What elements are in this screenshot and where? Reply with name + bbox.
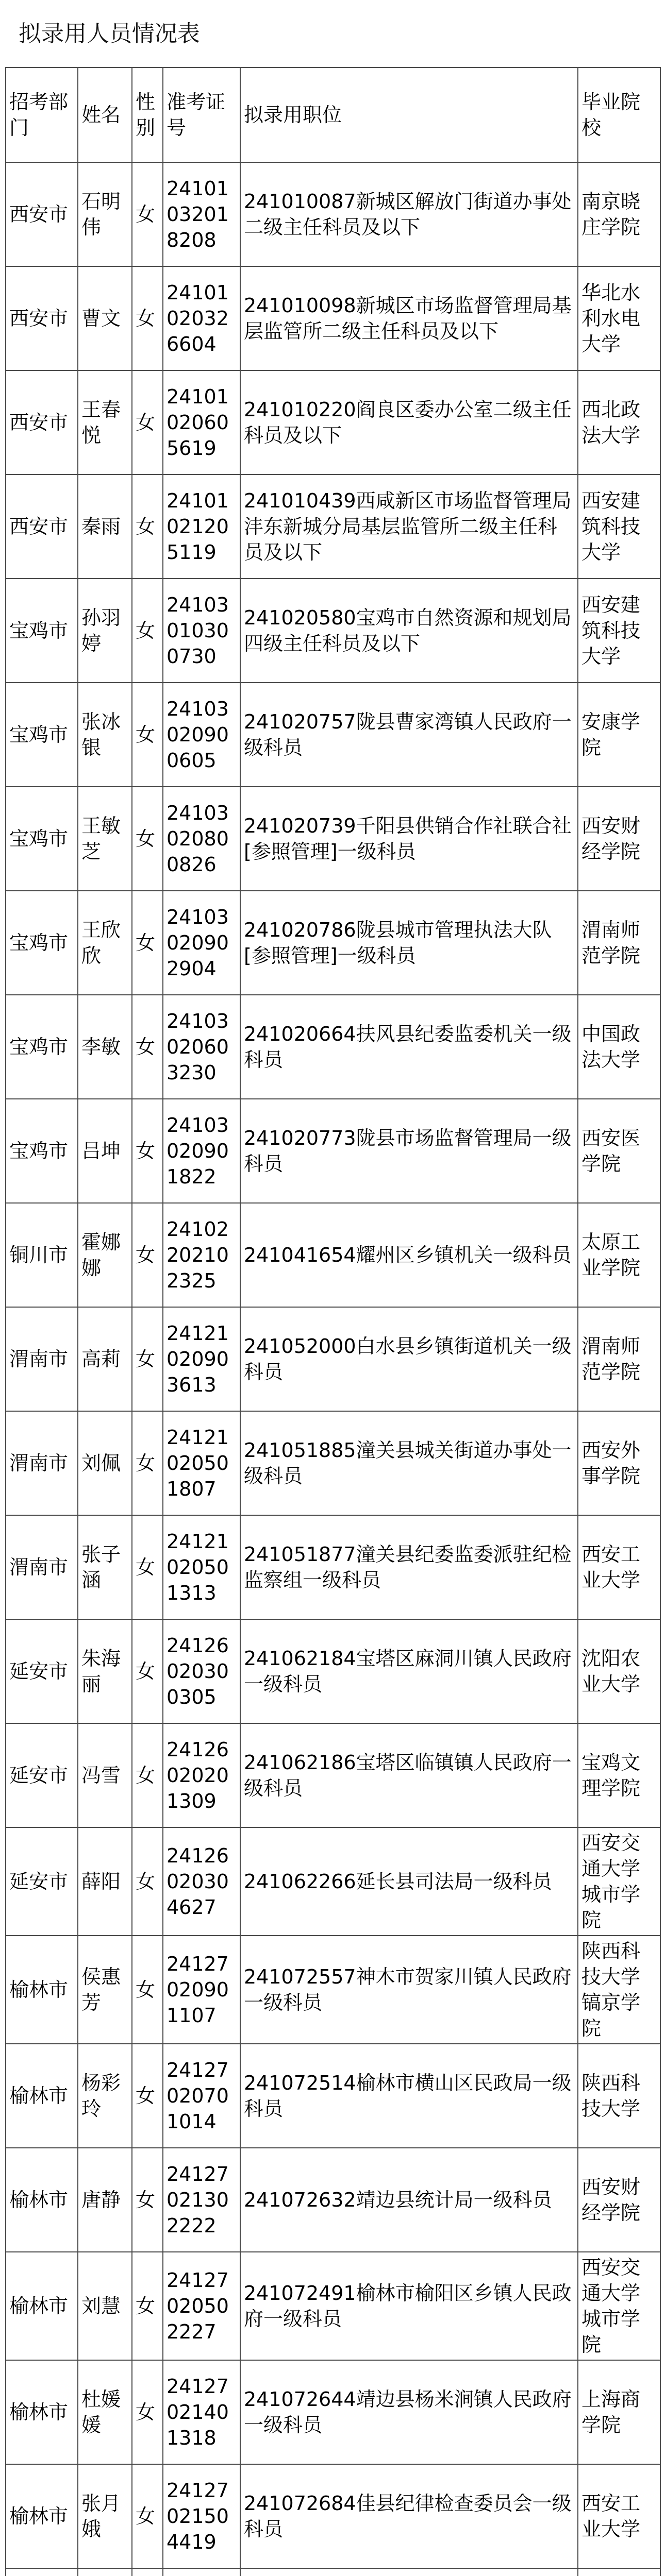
cell-position: 241062266延长县司法局一级科员: [240, 1827, 578, 1936]
cell-exam-number: 24101020326604: [163, 266, 240, 370]
cell-name: 吕坤: [78, 1099, 132, 1203]
header-name: 姓名: [78, 67, 132, 162]
cell-gender: 女: [132, 995, 163, 1099]
table-row: [6, 2360, 660, 2464]
cell-name: 朱海丽: [78, 1619, 132, 1723]
cell-position: 241020786陇县城市管理执法大队[参照管理]一级科员: [240, 891, 578, 995]
cell-position: 241072491榆林市榆阳区乡镇人民政府一级科员: [240, 2252, 578, 2360]
cell-exam-number: 24103020603230: [163, 995, 240, 1099]
cell-department: 宝鸡市: [6, 1099, 78, 1203]
cell-name: 石明伟: [78, 162, 132, 266]
table-row: [6, 1723, 660, 1827]
cell-exam-number: 24103020900605: [163, 683, 240, 787]
cell-school: 宝鸡文理学院: [578, 1723, 660, 1827]
cell-position: 241020739千阳县供销合作社联合社[参照管理]一级科员: [240, 787, 578, 891]
cell-department: [6, 2568, 78, 2576]
cell-exam-number: 24103010300730: [163, 579, 240, 683]
cell-department: 榆林市: [6, 2252, 78, 2360]
cell-name: 李敏: [78, 995, 132, 1099]
cell-exam-number: 24103020901822: [163, 1099, 240, 1203]
cell-school: 上海商学院: [578, 2360, 660, 2464]
cell-name: 侯惠芳: [78, 1936, 132, 2044]
cell-name: 张冰银: [78, 683, 132, 787]
cell-exam-number: 24101020605619: [163, 370, 240, 474]
cell-gender: 女: [132, 2360, 163, 2464]
cell-gender: 女: [132, 1411, 163, 1515]
cell-school: 西安工业大学: [578, 2464, 660, 2568]
cell-exam-number: 24121020903613: [163, 1307, 240, 1411]
cell-school: 西安财经学院: [578, 787, 660, 891]
cell-school: 西安工业大学: [578, 1515, 660, 1619]
cell-position: 241020664扶风县纪委监委机关一级科员: [240, 995, 578, 1099]
table-row: [6, 1203, 660, 1307]
cell-name: 唐静: [78, 2148, 132, 2252]
cell-school: 陕西科技大学镐京学院: [578, 1936, 660, 2044]
table-row: [6, 995, 660, 1099]
cell-gender: 女: [132, 266, 163, 370]
cell-department: 宝鸡市: [6, 579, 78, 683]
cell-name: 孙羽婷: [78, 579, 132, 683]
table-row: [6, 474, 660, 579]
header-department: 招考部门: [6, 67, 78, 162]
cell-school: 中国政法大学: [578, 995, 660, 1099]
candidates-table: [5, 67, 661, 2576]
table-row: [6, 891, 660, 995]
cell-gender: 女: [132, 1723, 163, 1827]
cell-school: 安康学院: [578, 683, 660, 787]
cell-exam-number: 24101032018208: [163, 162, 240, 266]
cell-school: 西安财经学院: [578, 2148, 660, 2252]
cell-school: 沈阳农业大学: [578, 1619, 660, 1723]
cell-name: 杜媛媛: [78, 2360, 132, 2464]
table-row: [6, 1936, 660, 2044]
cell-name: 张月娥: [78, 2464, 132, 2568]
cell-position: 241062186宝塔区临镇镇人民政府一级科员: [240, 1723, 578, 1827]
cell-department: 渭南市: [6, 1307, 78, 1411]
cell-school: 渭南师范学院: [578, 1307, 660, 1411]
cell-position: 241020580宝鸡市自然资源和规划局四级主任科员及以下: [240, 579, 578, 683]
cell-gender: [132, 2568, 163, 2576]
cell-position: 241072632靖边县统计局一级科员: [240, 2148, 578, 2252]
cell-gender: 女: [132, 1203, 163, 1307]
cell-exam-number: 24102202102325: [163, 1203, 240, 1307]
cell-position: 241020773陇县市场监督管理局一级科员: [240, 1099, 578, 1203]
table-row: [6, 1827, 660, 1936]
cell-exam-number: 24127021401318: [163, 2360, 240, 2464]
cell-name: 刘慧: [78, 2252, 132, 2360]
table-row: [6, 1619, 660, 1723]
cell-gender: 女: [132, 1936, 163, 2044]
header-school: 毕业院校: [578, 67, 660, 162]
cell-department: 延安市: [6, 1723, 78, 1827]
cell-gender: 女: [132, 787, 163, 891]
table-row: [6, 2044, 660, 2148]
table-row: [6, 579, 660, 683]
cell-department: 西安市: [6, 162, 78, 266]
cell-exam-number: 24103020800826: [163, 787, 240, 891]
cell-department: 铜川市: [6, 1203, 78, 1307]
cell-gender: 女: [132, 2044, 163, 2148]
cell-position: 241010439西咸新区市场监督管理局沣东新城分局基层监管所二级主任科员及以下: [240, 474, 578, 579]
cell-school: 西北政法大学: [578, 370, 660, 474]
cell-gender: 女: [132, 1515, 163, 1619]
cell-position: 241052000白水县乡镇街道机关一级科员: [240, 1307, 578, 1411]
cell-department: 榆林市: [6, 2148, 78, 2252]
cell-gender: 女: [132, 579, 163, 683]
cell-gender: 女: [132, 1099, 163, 1203]
cell-exam-number: 24121020501313: [163, 1515, 240, 1619]
cell-position: 241062184宝塔区麻洞川镇人民政府一级科员: [240, 1619, 578, 1723]
cell-exam-number: [163, 2568, 240, 2576]
cell-school: 西安医学院: [578, 1099, 660, 1203]
cell-department: 渭南市: [6, 1515, 78, 1619]
header-gender: 性别: [132, 67, 163, 162]
cell-gender: 女: [132, 2252, 163, 2360]
cell-department: 延安市: [6, 1619, 78, 1723]
cell-school: 渭南师范学院: [578, 891, 660, 995]
cell-department: 延安市: [6, 1827, 78, 1936]
cell-school: 太原工业学院: [578, 1203, 660, 1307]
cell-school: 陕西科技大学: [578, 2044, 660, 2148]
table-header-row: [6, 67, 660, 162]
cell-gender: 女: [132, 162, 163, 266]
cell-exam-number: 24121020501807: [163, 1411, 240, 1515]
cell-exam-number: 24127020701014: [163, 2044, 240, 2148]
cell-gender: 女: [132, 1619, 163, 1723]
cell-name: 霍娜娜: [78, 1203, 132, 1307]
cell-name: 王敏芝: [78, 787, 132, 891]
cell-position: 241020757陇县曹家湾镇人民政府一级科员: [240, 683, 578, 787]
table-row: [6, 2568, 660, 2576]
cell-position: 241072557神木市贺家川镇人民政府一级科员: [240, 1936, 578, 2044]
cell-gender: 女: [132, 891, 163, 995]
cell-exam-number: 24103020902904: [163, 891, 240, 995]
cell-exam-number: 24126020201309: [163, 1723, 240, 1827]
cell-department: 渭南市: [6, 1411, 78, 1515]
table-row: [6, 1307, 660, 1411]
cell-name: 刘佩: [78, 1411, 132, 1515]
cell-position: 241072644靖边县杨米涧镇人民政府一级科员: [240, 2360, 578, 2464]
cell-school: 南京晓庄学院: [578, 162, 660, 266]
cell-name: [78, 2568, 132, 2576]
table-row: [6, 1099, 660, 1203]
cell-department: 榆林市: [6, 2044, 78, 2148]
cell-gender: 女: [132, 1307, 163, 1411]
cell-gender: 女: [132, 2464, 163, 2568]
cell-department: 宝鸡市: [6, 891, 78, 995]
table-row: [6, 683, 660, 787]
cell-department: 榆林市: [6, 1936, 78, 2044]
cell-name: 高莉: [78, 1307, 132, 1411]
cell-position: 241010098新城区市场监督管理局基层监管所二级主任科员及以下: [240, 266, 578, 370]
table-row: [6, 370, 660, 474]
table-row: [6, 2252, 660, 2360]
cell-position: [240, 2568, 578, 2576]
cell-department: 宝鸡市: [6, 683, 78, 787]
cell-school: 西安外事学院: [578, 1411, 660, 1515]
cell-gender: 女: [132, 683, 163, 787]
cell-position: 241051885潼关县城关街道办事处一级科员: [240, 1411, 578, 1515]
cell-school: [578, 2568, 660, 2576]
cell-department: 西安市: [6, 474, 78, 579]
table-row: [6, 1515, 660, 1619]
cell-name: 薛阳: [78, 1827, 132, 1936]
cell-gender: 女: [132, 2148, 163, 2252]
cell-position: 241041654耀州区乡镇机关一级科员: [240, 1203, 578, 1307]
cell-exam-number: 24126020300305: [163, 1619, 240, 1723]
cell-department: 榆林市: [6, 2360, 78, 2464]
cell-department: 宝鸡市: [6, 787, 78, 891]
cell-position: 241072514榆林市横山区民政局一级科员: [240, 2044, 578, 2148]
cell-exam-number: 24101021205119: [163, 474, 240, 579]
table-row: [6, 1411, 660, 1515]
cell-name: 秦雨: [78, 474, 132, 579]
cell-gender: 女: [132, 370, 163, 474]
cell-department: 宝鸡市: [6, 995, 78, 1099]
cell-name: 王春悦: [78, 370, 132, 474]
table-body: [6, 162, 660, 2576]
header-exam-number: 准考证号: [163, 67, 240, 162]
cell-position: 241010087新城区解放门街道办事处二级主任科员及以下: [240, 162, 578, 266]
cell-department: 西安市: [6, 370, 78, 474]
cell-school: 西安交通大学城市学院: [578, 2252, 660, 2360]
cell-department: 榆林市: [6, 2464, 78, 2568]
table-row: [6, 787, 660, 891]
cell-department: 西安市: [6, 266, 78, 370]
cell-school: 西安交通大学城市学院: [578, 1827, 660, 1936]
cell-name: 杨彩玲: [78, 2044, 132, 2148]
cell-position: 241010220阎良区委办公室二级主任科员及以下: [240, 370, 578, 474]
cell-name: 王欣欣: [78, 891, 132, 995]
table-row: [6, 2148, 660, 2252]
table-row: [6, 2464, 660, 2568]
cell-exam-number: 24127021504419: [163, 2464, 240, 2568]
cell-gender: 女: [132, 1827, 163, 1936]
cell-name: 曹文: [78, 266, 132, 370]
cell-position: 241051877潼关县纪委监委派驻纪检监察组一级科员: [240, 1515, 578, 1619]
table-row: [6, 266, 660, 370]
table-row: [6, 162, 660, 266]
cell-school: 华北水利水电大学: [578, 266, 660, 370]
cell-exam-number: 24126020304627: [163, 1827, 240, 1936]
cell-exam-number: 24127020502227: [163, 2252, 240, 2360]
cell-name: 冯雪: [78, 1723, 132, 1827]
cell-exam-number: 24127021302222: [163, 2148, 240, 2252]
cell-name: 张子涵: [78, 1515, 132, 1619]
cell-position: 241072684佳县纪律检查委员会一级科员: [240, 2464, 578, 2568]
cell-gender: 女: [132, 474, 163, 579]
page-title: 拟录用人员情况表: [19, 21, 200, 47]
cell-exam-number: 24127020901107: [163, 1936, 240, 2044]
cell-school: 西安建筑科技大学: [578, 474, 660, 579]
header-position: 拟录用职位: [240, 67, 578, 162]
cell-school: 西安建筑科技大学: [578, 579, 660, 683]
